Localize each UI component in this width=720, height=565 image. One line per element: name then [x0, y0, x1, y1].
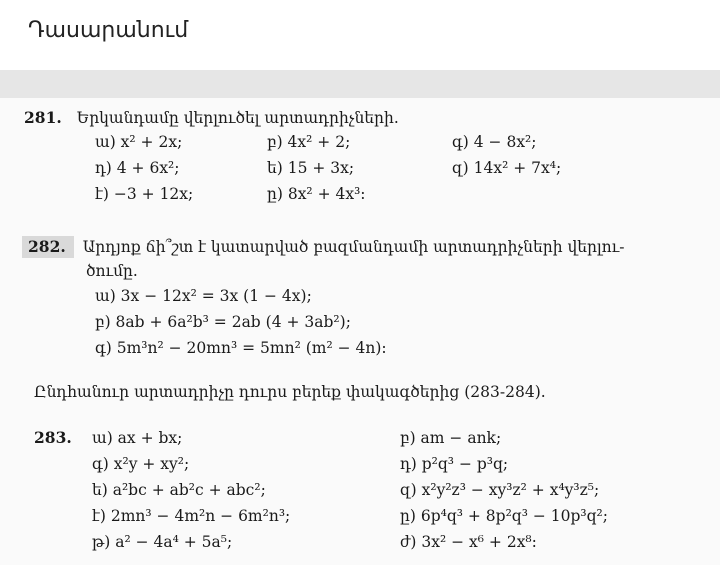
exercise-item: բ) 4x² + 2; [267, 133, 351, 151]
exercise-item: ե) 15 + 3x; [267, 159, 355, 177]
exercise-282-heading [28, 237, 624, 257]
exercise-item: ը) 8x² + 4x³: [267, 185, 366, 203]
exercise-item: ա) 3x − 12x² = 3x (1 − 4x); [95, 287, 312, 305]
exercise-item: դ) 4 + 6x²; [95, 159, 180, 177]
exercise-item: ե) a²bc + ab²c + abc²; [92, 481, 266, 499]
app-header [0, 0, 720, 70]
exercise-number: 283. [34, 428, 72, 447]
exercise-title: Երկանդամը վերլուծել արտադրիչների. [76, 109, 399, 127]
exercise-item: ա) ax + bx; [92, 429, 183, 447]
exercise-item: բ) 8ab + 6a²b³ = 2ab (4 + 3ab²); [95, 313, 351, 331]
page-title: Դասարանում [28, 18, 189, 43]
exercise-title: Արդյոք ճի՞շտ է կատարված բազմանդամի արտադրիչների վերլու- [82, 238, 625, 256]
exercise-281-heading [24, 108, 399, 128]
exercise-item: դ) p²q³ − p³q; [400, 455, 509, 473]
exercise-item: թ) a² − 4a⁴ + 5a⁵; [92, 533, 233, 551]
exercise-item: է) −3 + 12x; [95, 185, 194, 203]
exercise-item: ը) 6p⁴q³ + 8p²q³ − 10p³q²; [400, 507, 608, 525]
textbook-page-image [0, 98, 720, 565]
exercise-item: բ) am − ank; [400, 429, 502, 447]
separator-band [0, 70, 720, 98]
exercise-item: ա) x² + 2x; [95, 133, 183, 151]
exercise-item: է) 2mn³ − 4m²n − 6m²n³; [92, 507, 291, 525]
exercise-number: 281. [24, 108, 62, 127]
exercise-item: ժ) 3x² − x⁶ + 2x⁸: [400, 533, 537, 551]
exercise-item: զ) x²y²z³ − xy³z² + x⁴y³z⁵; [400, 481, 600, 499]
exercise-item: գ) x²y + xy²; [92, 455, 190, 473]
exercise-item: գ) 5m³n² − 20mn³ = 5mn² (m² − 4n): [95, 339, 387, 357]
exercise-item: զ) 14x² + 7x⁴; [452, 159, 562, 177]
exercise-item: գ) 4 − 8x²; [452, 133, 537, 151]
exercise-title-continuation: ծումը. [86, 262, 138, 280]
exercise-number: 282. [28, 237, 66, 256]
section-instruction: Ընդհանուր արտադրիչը դուրս բերեք փակագծերից (283-284). [34, 383, 546, 401]
